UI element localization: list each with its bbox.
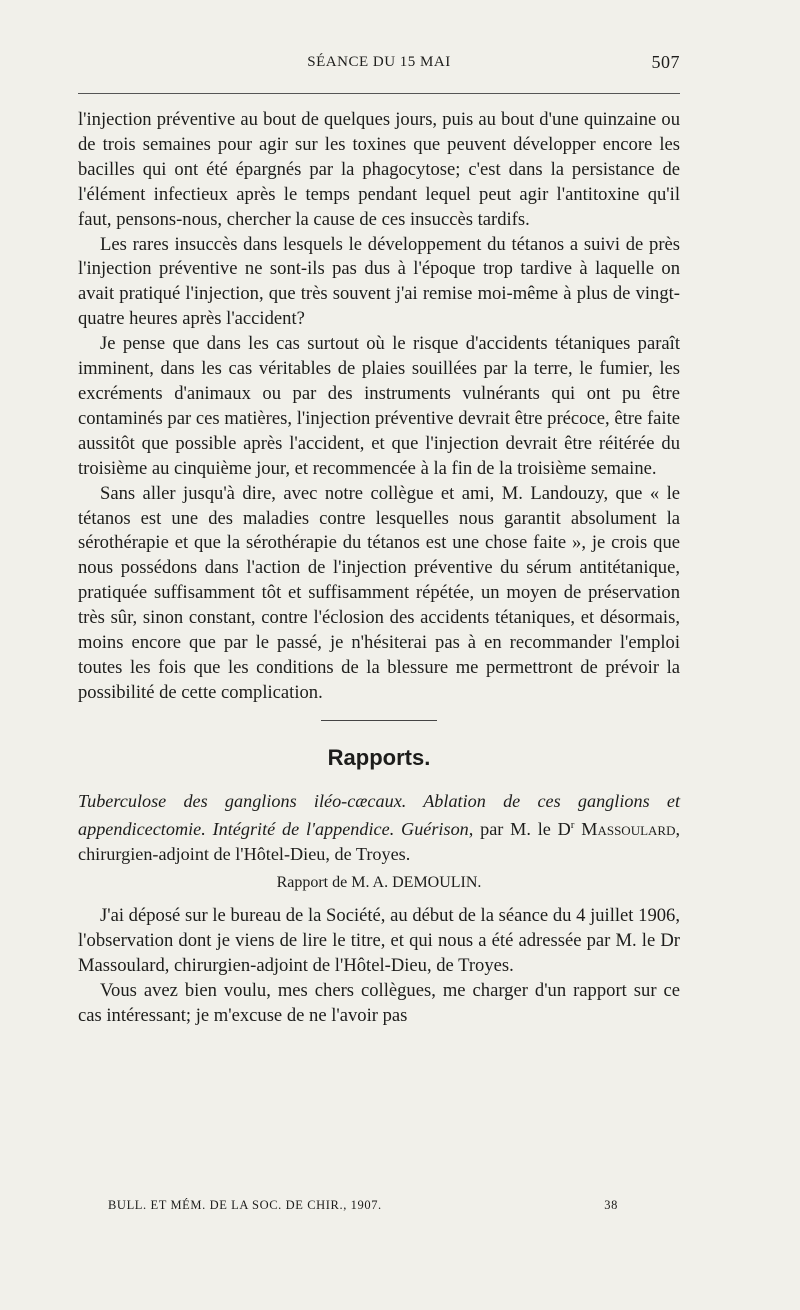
text-body bbox=[78, 108, 680, 1029]
paragraph-1: l'injection préventive au bout de quelques jours, puis au bout d'une quinzaine ou de trois semaines pour agir sur les toxines que peuvent développer encore les bacilles qui ont été épargnés par la phagocytose; c'est dans la persistance de l'élément infectieux après le temps pendant lequel peut agir l'antitoxine qu'il faut, pensons-nous, chercher la cause de ces insuccès tardifs. bbox=[78, 109, 680, 230]
paragraph-3: Je pense que dans les cas surtout où le risque d'accidents tétaniques paraît imminent, dans les cas véritables de plaies souillées par la terre, le fumier, les excréments d'animaux ou par des instruments vulnérants qui ont pu être contaminés par ces matières, l'injection préventive devrait être précoce, être faite aussitôt que possible après l'accident, et que l'injection devrait être réitérée du troisième au cinquième jour, et recommencée à la fin de la troisième semaine. bbox=[78, 333, 680, 479]
paragraph-4: Sans aller jusqu'à dire, avec notre collègue et ami, M. Landouzy, que « le tétanos est une des maladies contre lesquelles nous garantit absolument la sérothérapie et que la sérothérapie du tétanos est une chose faite », je crois que nous possédons dans l'action de l'injection préventive du sérum antitétanique, pratiquée suffisamment tôt et suffisamment répétée, un moyen de préservation très sûr, sinon constant, contre l'éclosion des accidents tétaniques, et désormais, moins encore que par le passé, je n'hésiterai pas à en recommander l'emploi toutes les fois que les conditions de la blessure me permettront de prévoir la possibilité de cette complication. bbox=[78, 482, 680, 703]
running-title: SÉANCE DU 15 MAI bbox=[307, 54, 451, 70]
running-header bbox=[78, 52, 680, 76]
report-title-rest: chirurgien-adjoint de l'Hôtel-Dieu, de Troyes. bbox=[78, 843, 411, 864]
report-title-by: par M. le D bbox=[473, 819, 571, 840]
rapporteur-line: Rapport de M. A. DEMOULIN. bbox=[276, 874, 482, 892]
header-rule bbox=[78, 93, 680, 94]
paragraph-2: Les rares insuccès dans lesquels le développement du tétanos a suivi de près l'injection préventive ne sont-ils pas dus à l'époque trop tardive à laquelle on avait pratiqué l'injection, que très souvent j'ai remise moi-même à plus de vingt-quatre heures après l'accident? bbox=[78, 233, 680, 330]
report-title bbox=[78, 789, 680, 867]
report-paragraph-1: J'ai déposé sur le bureau de la Société, au début de la séance du 4 juillet 1906, l'observation dont je viens de lire le titre, et qui nous a été adressée par M. le Dr Massoulard, chirurgien-adjoint de l'Hôtel-Dieu, de Troyes. bbox=[78, 905, 680, 977]
section-divider bbox=[321, 720, 437, 721]
report-title-sup: r bbox=[570, 819, 575, 832]
report-title-italic: Tuberculose des ganglions iléo-cæcaux. Ablation de ces ganglions et appendicectomie. Intégrité de l'appendice. Guérison, bbox=[78, 790, 680, 840]
section-heading: Rapports. bbox=[327, 744, 431, 770]
report-paragraph-2: Vous avez bien voulu, mes chers collègues, me charger d'un rapport sur ce cas intéressant; je m'excuse de ne l'avoir pas bbox=[78, 980, 680, 1026]
page-footer bbox=[108, 1198, 618, 1213]
page-number: 507 bbox=[651, 52, 680, 72]
footer-journal: BULL. ET MÉM. DE LA SOC. DE CHIR., 1907. bbox=[108, 1198, 382, 1212]
report-author: Massoulard, bbox=[574, 819, 681, 840]
footer-signature: 38 bbox=[604, 1198, 618, 1212]
